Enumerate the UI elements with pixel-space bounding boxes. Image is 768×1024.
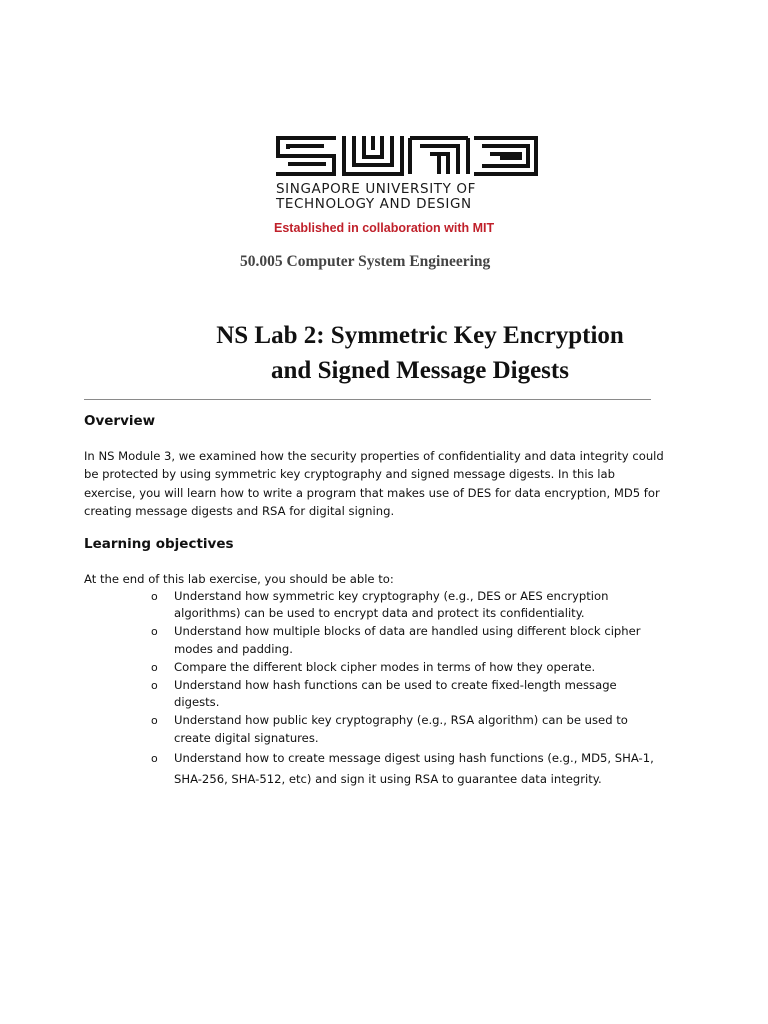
list-item (0, 712, 664, 747)
bullet-icon: o (151, 660, 158, 674)
learning-objectives-heading: Learning objectives (84, 536, 234, 552)
document-title-line-2: and Signed Message Digests (271, 357, 569, 384)
list-item (0, 659, 664, 676)
list-item (0, 748, 664, 790)
title-divider (84, 399, 651, 400)
sutd-logo (274, 134, 540, 238)
bullet-icon: o (151, 590, 158, 603)
bullet-icon: o (151, 625, 158, 639)
bullet-icon: o (151, 751, 158, 765)
bullet-icon: o (151, 678, 158, 692)
list-item-text: Understand how symmetric key cryptography (e.g., DES or AES encryption algorithms) can be used to encrypt data and protect its confidentiality. (174, 589, 609, 621)
logo-university-line-2: TECHNOLOGY AND DESIGN (276, 196, 472, 212)
list-item-text: Understand how public key cryptography (e.g., RSA algorithm) can be used to create digital signatures. (174, 713, 628, 745)
overview-heading: Overview (84, 413, 156, 429)
logo-tagline: Established in collaboration with MIT (274, 221, 495, 235)
overview-paragraph: In NS Module 3, we examined how the security properties of confidentiality and data integrity could be protected by using symmetric key cryptography and signed message digests. In this lab exercise, you will learn how to write a program that makes use of DES for data encryption, MD5 for creating message digests and RSA for digital signing. (84, 449, 664, 518)
objectives-list (0, 588, 768, 790)
list-item (0, 588, 664, 623)
list-item (0, 677, 664, 712)
list-item-text: Understand how multiple blocks of data are handled using different block cipher modes and padding. (174, 624, 641, 656)
objectives-intro: At the end of this lab exercise, you should be able to: (84, 572, 394, 586)
course-name: 50.005 Computer System Engineering (240, 253, 491, 270)
list-item (0, 623, 664, 658)
list-item-text: Compare the different block cipher modes in terms of how they operate. (174, 659, 596, 674)
document-title-line-1: NS Lab 2: Symmetric Key Encryption (216, 322, 624, 349)
list-item-text: Understand how to create message digest using hash functions (e.g., MD5, SHA-1, SHA-256, SHA-512, etc) and sign it using RSA to guarantee data integrity. (174, 750, 654, 786)
bullet-icon: o (151, 714, 158, 728)
sutd-logo-mark-icon (274, 134, 540, 178)
logo-university-line: SINGAPORE UNIVERSITY OF (276, 181, 476, 197)
list-item-text: Understand how hash functions can be used to create fixed-length message digests. (174, 677, 617, 710)
